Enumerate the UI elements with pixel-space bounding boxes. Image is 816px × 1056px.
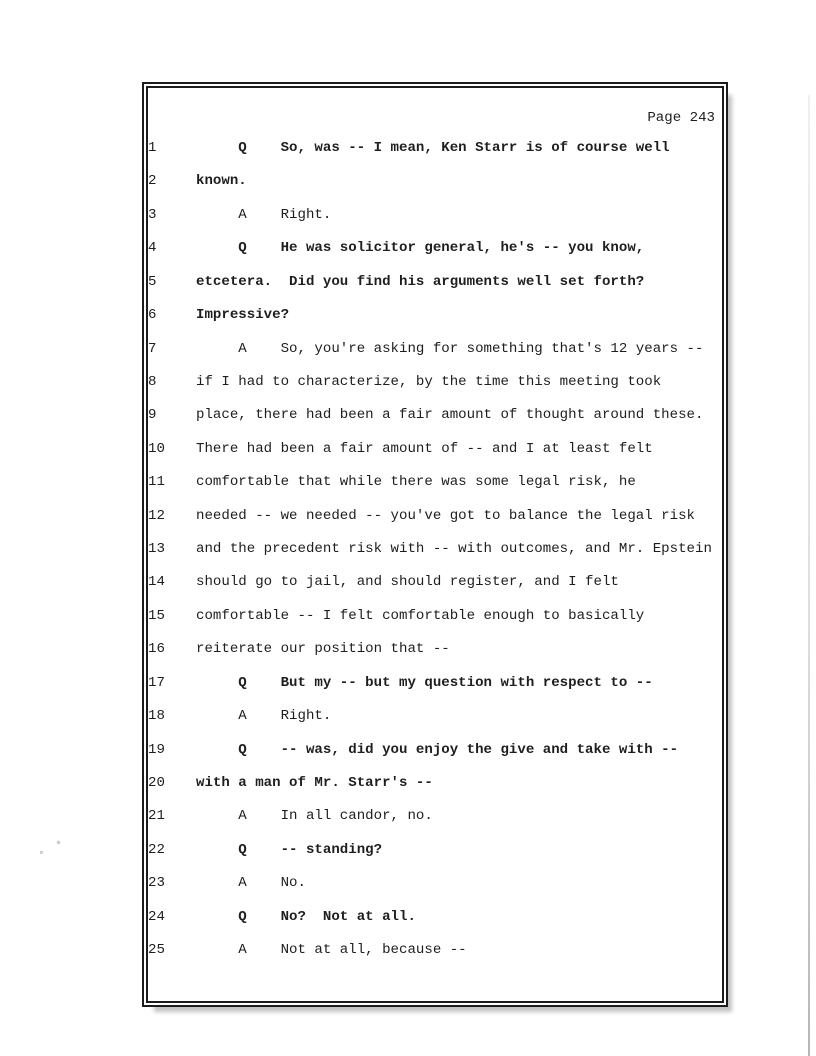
line-text-speaker-A: A Right.	[196, 206, 332, 223]
line-number: 7	[148, 340, 157, 357]
transcript-line	[0, 673, 816, 693]
scan-artifact-right-edge	[808, 95, 810, 1056]
line-number: 12	[148, 507, 165, 524]
line-number: 1	[148, 140, 157, 156]
transcript-line	[0, 606, 816, 626]
line-number: 6	[148, 307, 157, 324]
transcript-line	[0, 238, 816, 258]
line-number: 8	[148, 373, 157, 390]
line-text: if I had to characterize, by the time this meeting took	[196, 373, 662, 390]
line-text-speaker-A: A So, you're asking for something that's 12 years --	[196, 340, 704, 357]
transcript-line	[0, 506, 816, 526]
transcript-line	[0, 572, 816, 592]
transcript-line	[0, 907, 816, 927]
line-number: 19	[148, 741, 165, 758]
line-text: should go to jail, and should register, and I felt	[196, 574, 619, 591]
line-number: 5	[148, 273, 157, 290]
line-number: 9	[148, 407, 157, 424]
line-text: Impressive?	[196, 307, 290, 324]
line-number: 15	[148, 607, 165, 624]
line-number: 11	[148, 474, 165, 491]
line-text: known.	[196, 173, 247, 190]
line-text: comfortable -- I felt comfortable enough to basically	[196, 607, 645, 624]
transcript-line	[0, 372, 816, 392]
line-number: 25	[148, 942, 165, 959]
line-text-speaker-A: A Right.	[196, 708, 332, 725]
transcript-line	[0, 940, 816, 960]
line-text: and the precedent risk with -- with outcomes, and Mr. Epstein	[196, 541, 712, 558]
transcript-line	[0, 706, 816, 726]
transcript-line	[0, 639, 816, 659]
transcript-line	[0, 339, 816, 359]
line-number: 23	[148, 875, 165, 892]
transcript-line	[0, 806, 816, 826]
line-text-speaker-Q: Q But my -- but my question with respect to --	[196, 674, 653, 691]
line-text-speaker-Q: Q No? Not at all.	[196, 908, 416, 925]
line-number: 16	[148, 641, 165, 658]
line-text: There had been a fair amount of -- and I at least felt	[196, 440, 653, 457]
transcript-line	[0, 171, 816, 191]
line-text-speaker-Q: Q -- standing?	[196, 841, 383, 858]
transcript-line	[0, 305, 816, 325]
line-text: comfortable that while there was some legal risk, he	[196, 474, 636, 491]
line-text-speaker-Q: Q -- was, did you enjoy the give and take with --	[196, 741, 679, 758]
transcript-line	[0, 439, 816, 459]
line-number: 21	[148, 808, 165, 825]
transcript-line	[0, 740, 816, 760]
page-number: Page 243	[647, 110, 715, 126]
line-number: 14	[148, 574, 165, 591]
line-number: 13	[148, 541, 165, 558]
line-text: reiterate our position that --	[196, 641, 450, 658]
transcript-line	[0, 138, 816, 158]
line-text-speaker-Q: Q So, was -- I mean, Ken Starr is of course well	[196, 140, 670, 156]
line-number: 3	[148, 206, 157, 223]
transcript-line	[0, 840, 816, 860]
line-number: 22	[148, 841, 165, 858]
line-number: 17	[148, 674, 165, 691]
line-text: place, there had been a fair amount of thought around these.	[196, 407, 704, 424]
transcript-line	[0, 773, 816, 793]
transcript-line	[0, 405, 816, 425]
line-text: etcetera. Did you find his arguments well set forth?	[196, 273, 645, 290]
line-text: needed -- we needed -- you've got to balance the legal risk	[196, 507, 695, 524]
transcript-line	[0, 539, 816, 559]
transcript-line	[0, 205, 816, 225]
line-number: 10	[148, 440, 165, 457]
scan-artifact-speck	[40, 851, 43, 854]
line-number: 24	[148, 908, 165, 925]
transcript-line	[0, 472, 816, 492]
line-text-speaker-A: A Not at all, because --	[196, 942, 467, 959]
line-text-speaker-A: A In all candor, no.	[196, 808, 433, 825]
line-number: 4	[148, 240, 157, 257]
line-number: 18	[148, 708, 165, 725]
transcript-line	[0, 272, 816, 292]
transcript-line	[0, 873, 816, 893]
line-text: with a man of Mr. Starr's --	[196, 774, 433, 791]
line-text-speaker-Q: Q He was solicitor general, he's -- you know,	[196, 240, 645, 257]
line-number: 20	[148, 774, 165, 791]
line-number: 2	[148, 173, 157, 190]
line-text-speaker-A: A No.	[196, 875, 306, 892]
